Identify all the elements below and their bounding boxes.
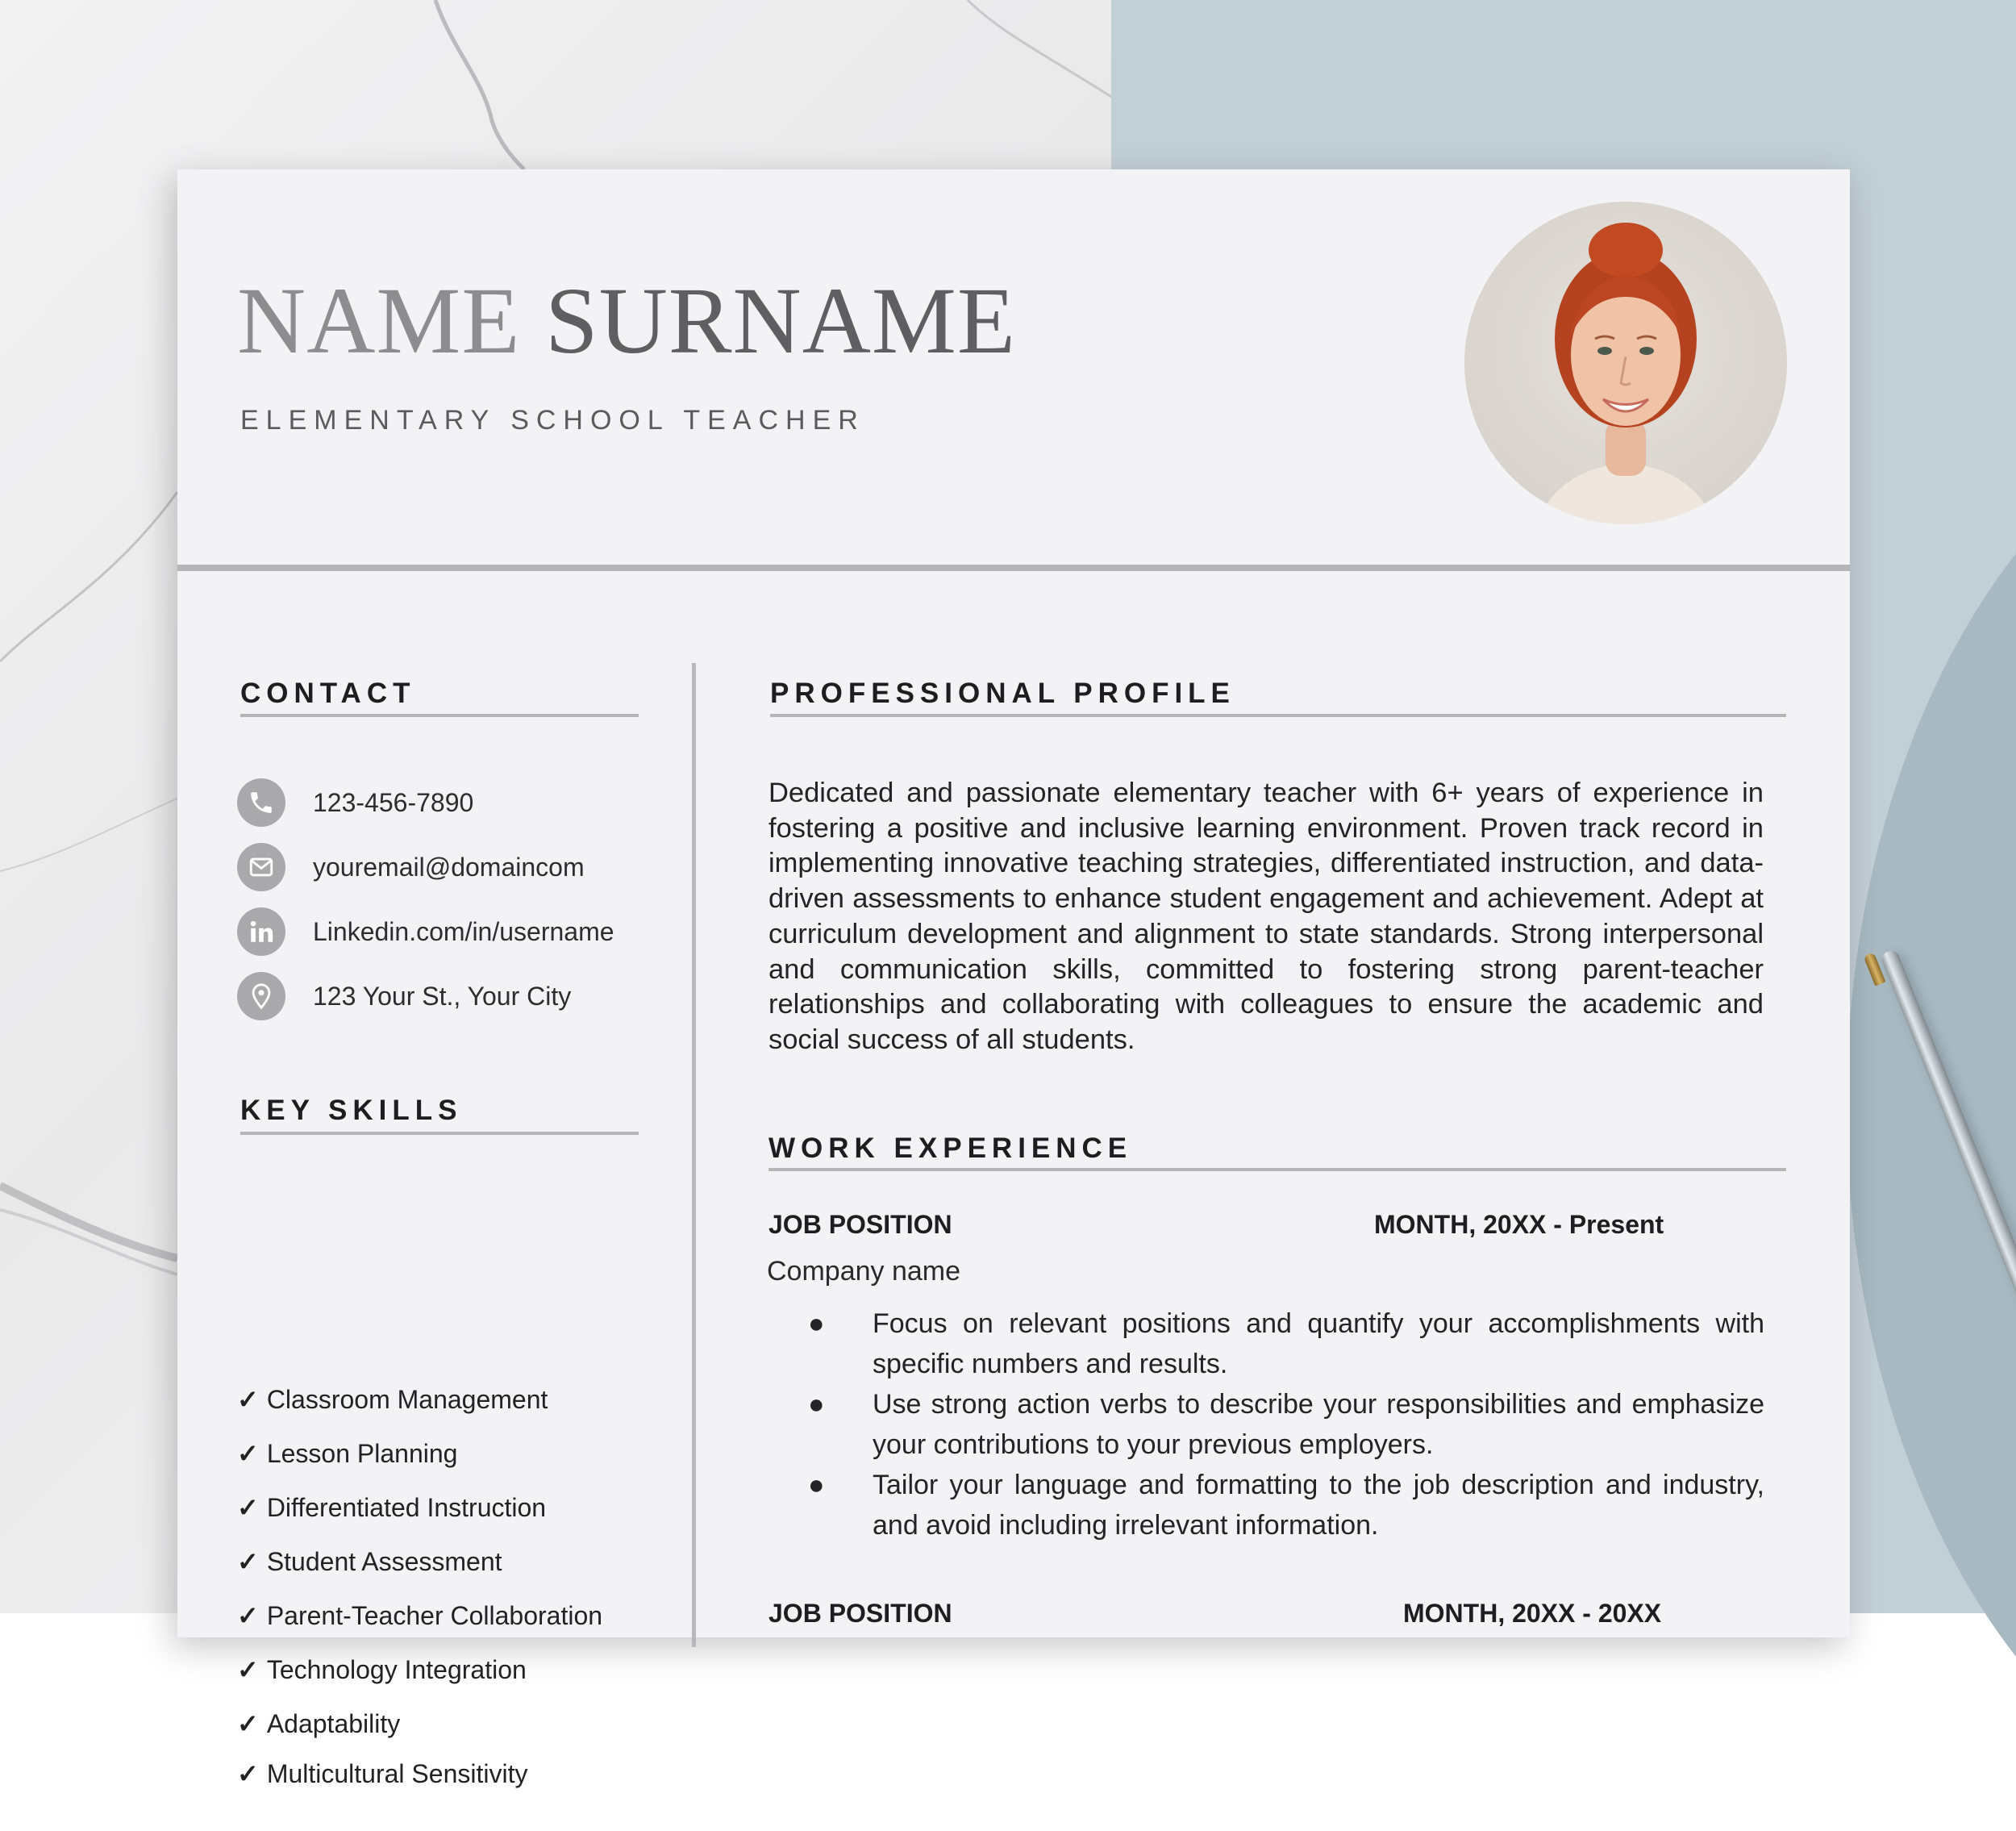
job-title: ELEMENTARY SCHOOL TEACHER [240,405,865,436]
email-address: youremail@domaincom [313,852,585,882]
check-icon: ✓ [237,1601,259,1630]
job-dates: MONTH, 20XX - Present [1374,1210,1664,1239]
linkedin-url: Linkedin.com/in/username [313,916,614,946]
skill-item: ✓ Student Assessment [237,1547,502,1576]
company-name: Company name [767,1256,961,1287]
skill-item: ✓ Lesson Planning [237,1439,458,1468]
key-skills-rule [240,1132,639,1135]
column-divider [692,663,696,1647]
portrait-illustration [1464,202,1787,524]
skill-item: ✓ Classroom Management [237,1385,548,1414]
profile-rule [770,714,1786,717]
job-bullet: ● Focus on relevant positions and quantify your accomplishments with specific numbers and results. [808,1303,1764,1384]
contact-address [237,972,571,1020]
check-icon: ✓ [237,1655,259,1684]
phone-icon [237,778,285,827]
skill-item: ✓ Multicultural Sensitivity [237,1759,528,1788]
bullet-icon: ● [808,1308,825,1339]
job-bullets [808,1303,1764,1545]
contact-email [237,843,585,891]
header-divider [177,565,1850,571]
resume-page [177,169,1850,1788]
email-icon [237,843,285,891]
profile-summary: Dedicated and passionate elementary teacher with 6+ years of experience in fostering a positive and inclusive learning environment. Proven track record in implementing innovative teaching strategies, differentiated instruction, and data-driven assessments to enhance student engagement and achievement. Adept at curriculum development and alignment to state standards. Strong interpersonal and communication skills, committed to fostering strong parent-teacher relationships and collaborating with colleagues to ensure the academic and social success of all students. [768,778,1764,1055]
location-pin-icon [237,972,285,1020]
key-skills-heading: KEY SKILLS [240,1095,463,1126]
job-position: JOB POSITION [768,1210,952,1239]
contact-rule [240,714,639,717]
contact-heading: CONTACT [240,678,416,709]
profile-photo [1464,202,1787,524]
job-bullet: ● Tailor your language and formatting to the job description and industry, and avoid including irrelevant information. [808,1465,1764,1545]
linkedin-icon [237,907,285,956]
first-name: NAME [237,268,521,373]
bullet-icon: ● [808,1470,825,1500]
skill-item: ✓ Adaptability [237,1709,401,1738]
skill-item: ✓ Parent-Teacher Collaboration [237,1601,603,1630]
work-experience-rule [768,1168,1786,1171]
contact-phone [237,778,473,827]
phone-number: 123-456-7890 [313,787,474,817]
check-icon: ✓ [237,1493,259,1522]
professional-profile-heading: PROFESSIONAL PROFILE [770,678,1235,709]
bullet-icon: ● [808,1389,825,1420]
check-icon: ✓ [237,1439,259,1468]
street-address: 123 Your St., Your City [313,981,572,1011]
resume-name [237,266,1016,376]
contact-linkedin [237,907,614,956]
skill-item: ✓ Technology Integration [237,1655,527,1684]
check-icon: ✓ [237,1547,259,1576]
check-icon: ✓ [237,1709,259,1738]
job-position: JOB POSITION [768,1599,952,1628]
job-bullet: ● Use strong action verbs to describe your responsibilities and emphasize your contributions to your previous employers. [808,1384,1764,1465]
skill-item: ✓ Differentiated Instruction [237,1493,547,1522]
check-icon: ✓ [237,1385,259,1414]
last-name: SURNAME [544,268,1016,373]
work-experience-heading: WORK EXPERIENCE [768,1132,1133,1164]
job-dates: MONTH, 20XX - 20XX [1403,1599,1662,1628]
check-icon: ✓ [237,1759,259,1788]
